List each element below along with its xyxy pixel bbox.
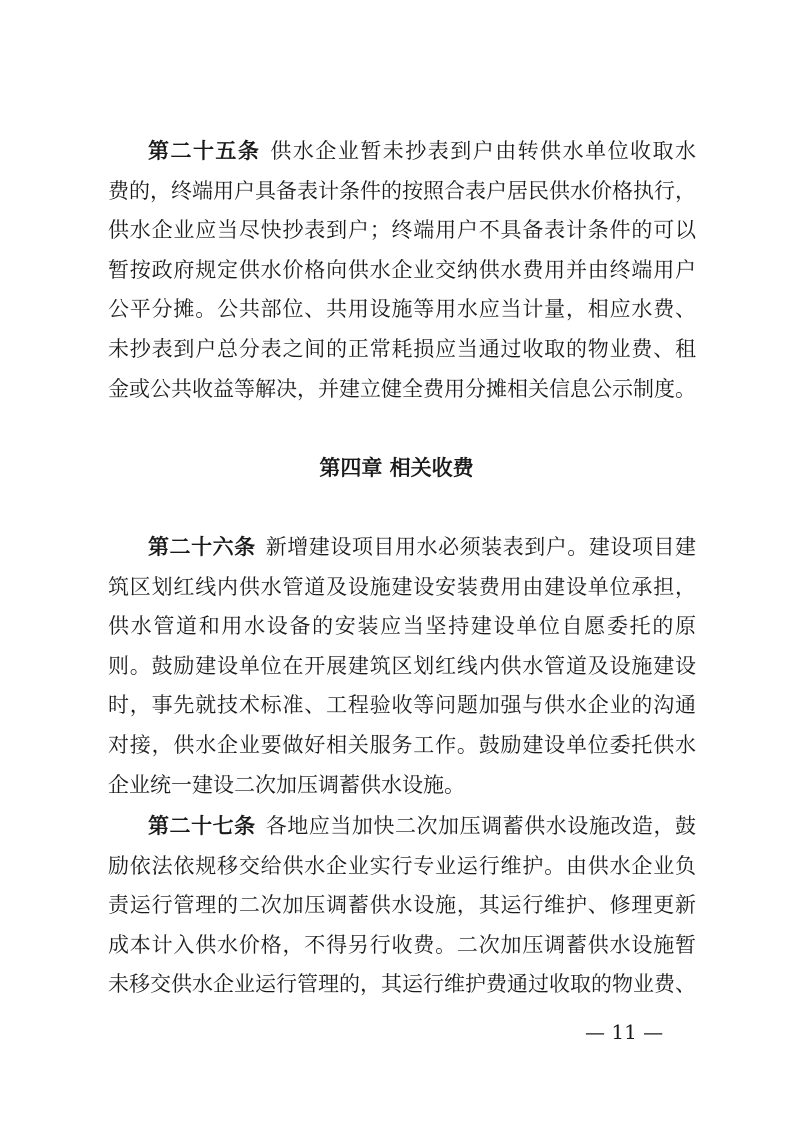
article-line: 时，事先就技术标准、工程验收等问题加强与供水企业的沟通 — [108, 693, 696, 718]
article-heading: 第二十六条 — [148, 535, 256, 559]
article-line: 供水企业应当尽快抄表到户；终端用户不具备表计条件的可以 — [108, 218, 696, 243]
article-line: 筑区划红线内供水管道及设施建设安装费用由建设单位承担， — [108, 574, 696, 599]
article-line: 未移交供水企业运行管理的，其运行维护费通过收取的物业费、 — [108, 972, 696, 997]
line-text: 新增建设项目用水必须装表到户。建设项目建 — [265, 535, 697, 559]
article-heading: 第二十五条 — [148, 139, 261, 163]
line-text: 各地应当加快二次加压调蓄供水设施改造，鼓 — [265, 814, 697, 838]
page-number: — 11 — — [585, 1020, 664, 1044]
article-line: 则。鼓励建设单位在开展建筑区划红线内供水管道及设施建设 — [108, 653, 696, 678]
article-line: 企业统一建设二次加压调蓄供水设施。 — [108, 772, 465, 797]
article-heading: 第二十七条 — [148, 814, 256, 838]
article-line: 未抄表到户总分表之间的正常耗损应当通过收取的物业费、租 — [108, 336, 696, 361]
article-line: 责运行管理的二次加压调蓄供水设施，其运行维护、修理更新 — [108, 893, 696, 918]
chapter-title: 第四章 相关收费 — [319, 456, 474, 480]
article-line: 对接，供水企业要做好相关服务工作。鼓励建设单位委托供水 — [108, 732, 696, 757]
article-25 — [108, 132, 696, 409]
article-line: 供水管道和用水设备的安装应当坚持建设单位自愿委托的原 — [108, 614, 696, 639]
article-26 — [108, 528, 696, 805]
line-text: 供水企业暂未抄表到户由转供水单位收取水 — [270, 139, 697, 163]
article-line — [108, 807, 696, 847]
article-line: 励依法依规移交给供水企业实行专业运行维护。由供水企业负 — [108, 853, 696, 878]
article-line: 暂按政府规定供水价格向供水企业交纳供水费用并由终端用户 — [108, 257, 696, 282]
article-line: 成本计入供水价格，不得另行收费。二次加压调蓄供水设施暂 — [108, 932, 696, 957]
article-line — [108, 528, 696, 568]
article-line: 金或公共收益等解决，并建立健全费用分摊相关信息公示制度。 — [108, 376, 696, 401]
article-line — [108, 132, 696, 172]
article-line: 费的，终端用户具备表计条件的按照合表户居民供水价格执行， — [108, 178, 696, 203]
article-27 — [108, 807, 696, 1005]
article-line: 公平分摊。公共部位、共用设施等用水应当计量，相应水费、 — [108, 297, 696, 322]
